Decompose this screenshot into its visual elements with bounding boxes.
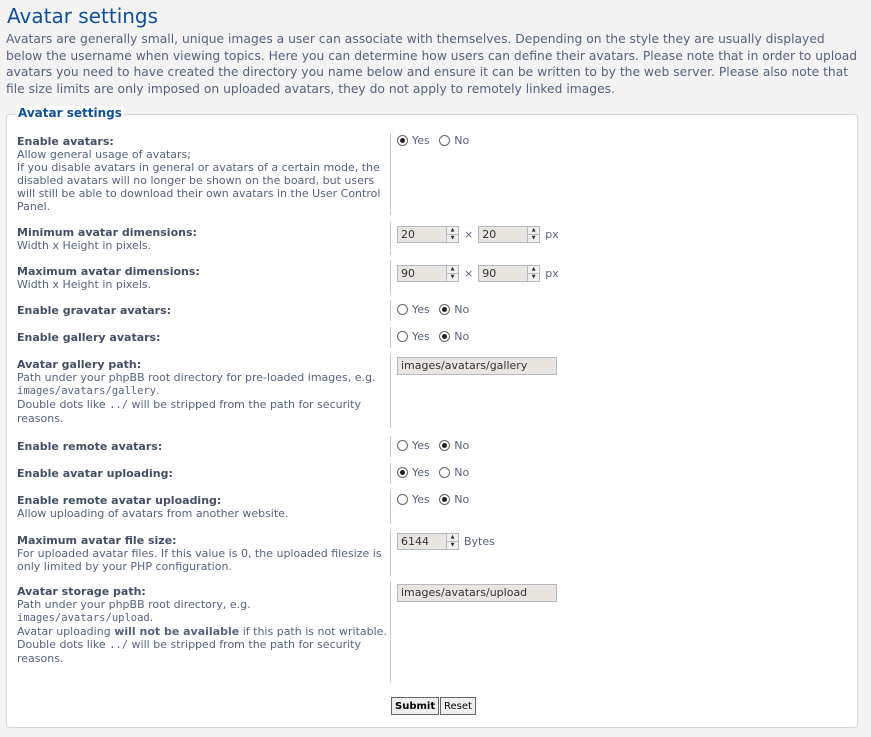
- gallery-yes[interactable]: Yes: [397, 330, 430, 343]
- radio-icon: [439, 304, 450, 315]
- remote-yes[interactable]: Yes: [397, 439, 430, 452]
- filesize-desc: For uploaded avatar files. If this value is 0, the uploaded filesize is only limited by your PHP configuration.: [17, 547, 382, 573]
- max-dims-term: [17, 265, 389, 291]
- storage-path-term: [17, 585, 389, 665]
- enable-avatars-no[interactable]: No: [439, 134, 469, 147]
- remote-upload-term: [17, 494, 389, 520]
- radio-icon: [397, 494, 408, 505]
- max-dims-desc: Width x Height in pixels.: [17, 278, 152, 291]
- max-height-input[interactable]: 90 ▲ ▼: [478, 265, 540, 282]
- gallery-term: [17, 331, 389, 344]
- gallery-path-input[interactable]: images/avatars/gallery: [397, 357, 557, 375]
- max-width-input[interactable]: 90 ▲ ▼: [397, 265, 459, 282]
- radio-icon: [439, 494, 450, 505]
- min-height-input[interactable]: 20 ▲ ▼: [478, 226, 540, 243]
- radio-icon: [439, 331, 450, 342]
- max-dims-label: Maximum avatar dimensions:: [17, 265, 200, 278]
- gravatar-no[interactable]: No: [439, 303, 469, 316]
- radio-icon: [439, 467, 450, 478]
- gallery-path-label: Avatar gallery path:: [17, 358, 142, 371]
- gallery-path-note: Double dots like ../ will be stripped from the path for security reasons.: [17, 398, 361, 425]
- gravatar-term: [17, 304, 389, 317]
- submit-button[interactable]: Submit: [391, 697, 439, 715]
- gallery-options: [397, 330, 475, 345]
- min-dims-term: [17, 226, 389, 252]
- storage-path-desc: Path under your phpBB root directory, e.g. images/avatars/upload.: [17, 598, 251, 624]
- upload-no[interactable]: No: [439, 466, 469, 479]
- enable-avatars-yes[interactable]: Yes: [397, 134, 430, 147]
- upload-yes[interactable]: Yes: [397, 466, 430, 479]
- radio-icon: [439, 440, 450, 451]
- page-title: Avatar settings: [7, 4, 159, 28]
- page-intro: Avatars are generally small, unique images a user can associate with themselves. Depending on the style they are usually displayed below the username when viewing topics. Here you can determine how users can define their avatars. Please note that in order to upload avatars you need to have created the directory you name below and ensure it can be written to by the web server. Please also note that file size limits are only imposed on uploaded avatars, they do not apply to remotely linked images.: [6, 32, 858, 96]
- remote-no[interactable]: No: [439, 439, 469, 452]
- min-width-input[interactable]: 20 ▲ ▼: [397, 226, 459, 243]
- min-dims-desc: Width x Height in pixels.: [17, 239, 152, 252]
- storage-path-note: Double dots like ../ will be stripped from the path for security reasons.: [17, 638, 361, 665]
- min-dims-inputs: 20 ▲ ▼ × 20 ▲ ▼ px: [397, 226, 559, 243]
- reset-button[interactable]: Reset: [440, 697, 476, 715]
- filesize-field: 6144 ▲ ▼ Bytes: [397, 533, 495, 550]
- remote-upload-options: [397, 493, 475, 508]
- radio-icon: [397, 331, 408, 342]
- radio-icon: [397, 304, 408, 315]
- remote-upload-yes[interactable]: Yes: [397, 493, 430, 506]
- gravatar-options: [397, 303, 475, 318]
- storage-path-label: Avatar storage path:: [17, 585, 146, 598]
- upload-label: Enable avatar uploading:: [17, 467, 173, 480]
- gallery-no[interactable]: No: [439, 330, 469, 343]
- max-dims-inputs: 90 ▲ ▼ × 90 ▲ ▼ px: [397, 265, 559, 282]
- gallery-label: Enable gallery avatars:: [17, 331, 161, 344]
- remote-upload-desc: Allow uploading of avatars from another website.: [17, 507, 289, 520]
- storage-path-warning: Avatar uploading will not be available if this path is not writable.: [17, 625, 387, 638]
- storage-path-input[interactable]: images/avatars/upload: [397, 584, 557, 602]
- gallery-path-field: [397, 357, 557, 375]
- filesize-label: Maximum avatar file size:: [17, 534, 177, 547]
- remote-options: [397, 439, 475, 454]
- remote-upload-label: Enable remote avatar uploading:: [17, 494, 222, 507]
- remote-label: Enable remote avatars:: [17, 440, 163, 453]
- radio-icon: [397, 440, 408, 451]
- filesize-term: [17, 534, 389, 573]
- enable-avatars-options: [397, 134, 475, 149]
- enable-avatars-label: Enable avatars:: [17, 135, 114, 148]
- filesize-input[interactable]: 6144 ▲ ▼: [397, 533, 459, 550]
- storage-path-field: [397, 584, 557, 602]
- upload-options: [397, 466, 475, 481]
- remote-term: [17, 440, 389, 453]
- upload-term: [17, 467, 389, 480]
- gallery-path-desc: Path under your phpBB root directory for pre-loaded images, e.g. images/avatars/gallery.: [17, 371, 376, 397]
- fieldset-legend: Avatar settings: [18, 106, 122, 120]
- remote-upload-no[interactable]: No: [439, 493, 469, 506]
- enable-avatars-desc: Allow general usage of avatars; If you disable avatars in general or avatars of a certain mode, the disabled avatars will no longer be shown on the board, but users will still be able to download their own avatars in the User Control Panel.: [17, 148, 381, 213]
- radio-icon: [439, 135, 450, 146]
- gallery-path-term: [17, 358, 389, 425]
- gravatar-label: Enable gravatar avatars:: [17, 304, 172, 317]
- gravatar-yes[interactable]: Yes: [397, 303, 430, 316]
- enable-avatars-term: [17, 135, 389, 213]
- min-dims-label: Minimum avatar dimensions:: [17, 226, 197, 239]
- radio-icon: [397, 467, 408, 478]
- radio-icon: [397, 135, 408, 146]
